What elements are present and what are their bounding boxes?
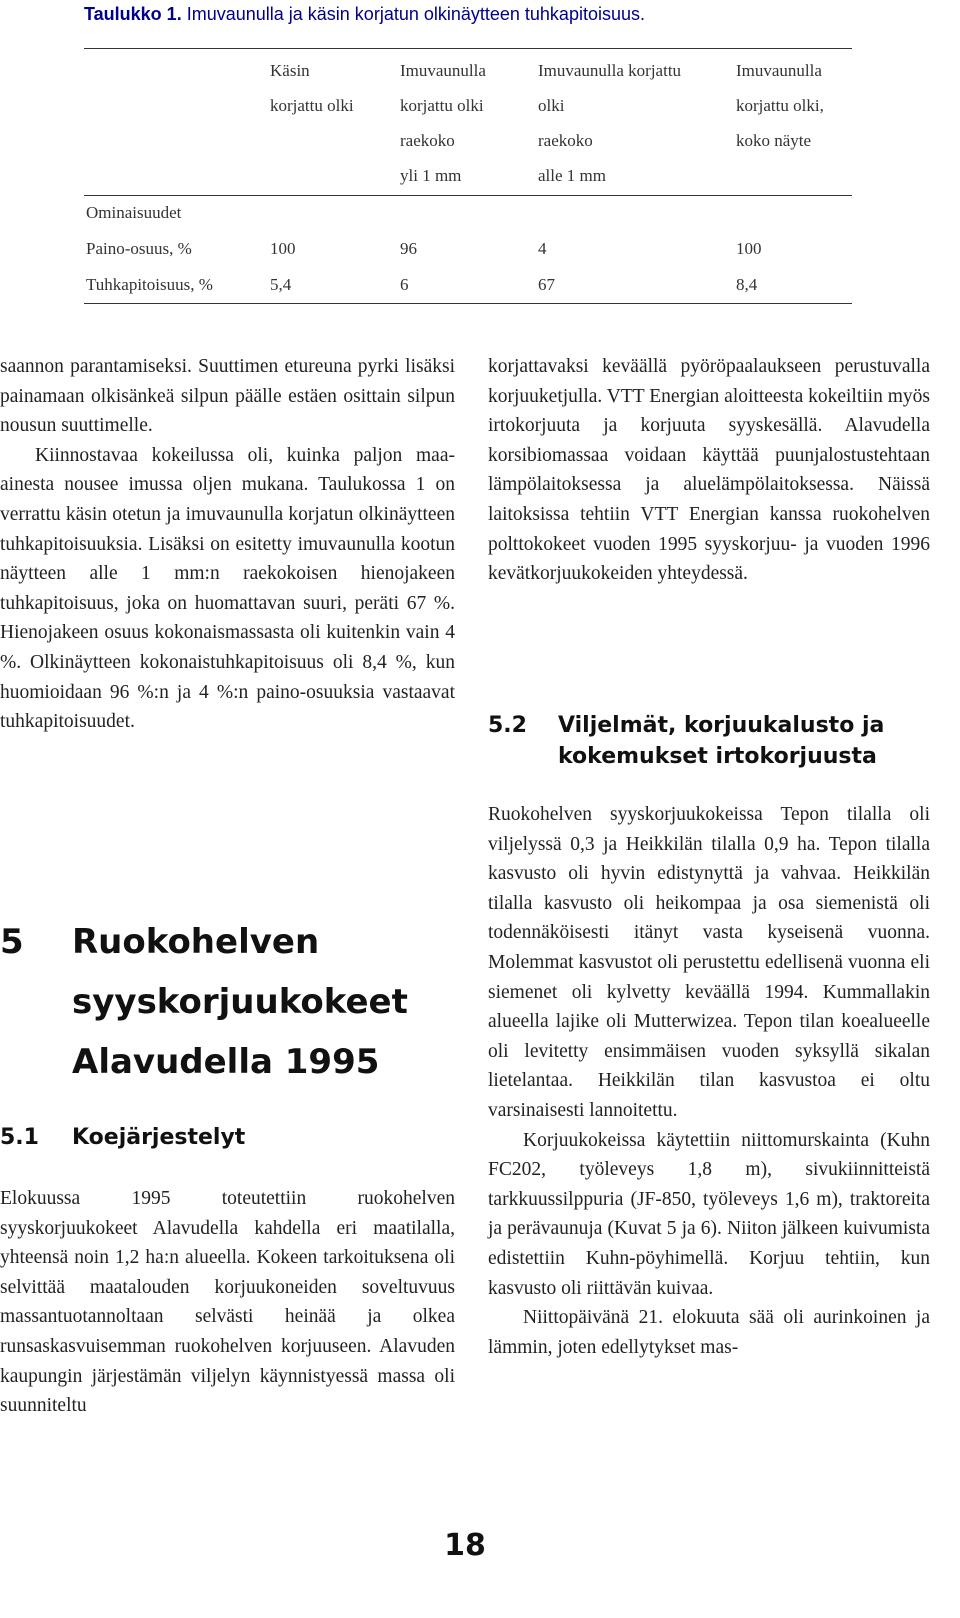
cell-paino-col4: 100 [736,239,762,258]
right-column-upper [488,352,930,589]
header-col2-line1: Imuvaunulla [400,61,486,80]
table-caption-text: Imuvaunulla ja käsin korjatun olkinäytteen tuhkapitoisuus. [186,4,645,24]
paragraph: saannon parantamiseksi. Suuttimen etureuna pyrki lisäksi painamaan olkisänkeä silpun päälle estäen osittain silpun nousun suuttimelle. [0,356,455,437]
row-label-tuhka: Tuhkapitoisuus, % [86,275,213,294]
section-title: Ruokohelven syyskorjuukokeet Alavudella 1995 [72,922,408,1082]
header-col2-line4: yli 1 mm [400,166,462,185]
section-title: Koejärjestelyt [72,1125,246,1150]
paragraph: korjattavaksi keväällä pyöröpaalaukseen perustuvalla korjuuketjulla. VTT Energian aloitteesta kokeiltiin myös irtokorjuuta ja korjuuta syyskesällä. Alavudella korsibiomassaa voidaan käyttää puunjalostustehtaan lämpölaitoksessa ja aluelämpölaitoksessa. Näissä laitoksissa tehtiin VTT Energian kanssa ruokohelven polttokokeet vuoden 1995 syyskorjuu- ja vuoden 1996 kevätkorjuukokeiden yhteydessä. [488,356,930,585]
header-col1-line1: Käsin [270,61,310,80]
row-label-paino: Paino-osuus, % [86,239,192,258]
header-col3-line3: raekoko [538,131,593,150]
ash-content-table [84,48,852,304]
group-label: Ominaisuudet [86,203,182,222]
paragraph: Elokuussa 1995 toteutettiin ruokohelven syyskorjuukokeet Alavudella kahdella eri maatilalla, yhteensä noin 1,2 ha:n alueella. Kokeen tarkoituksena oli selvittää maatalouden korjuukoneiden soveltuvuus massantuotannoltaan selvästi heinää ja olkea runsaskasvuisemman ruokohelven korjuuseen. Alavuden kaupungin järjestämän viljelyn käynnistyessä massa oli suunniteltu [0,1188,455,1417]
cell-tuhka-col2: 6 [400,275,409,294]
cell-paino-col1: 100 [270,239,296,258]
cell-tuhka-col1: 5,4 [270,275,292,294]
section-5-1-heading [0,1122,246,1153]
left-column-upper [0,352,455,737]
page-number: 18 [444,1528,486,1563]
section-number: 5 [0,922,24,962]
cell-paino-col2: 96 [400,239,417,258]
paragraph: Niittopäivänä 21. elokuuta sää oli aurinkoinen ja lämmin, joten edellytykset mas- [488,1307,930,1358]
section-5-2-heading [488,710,885,769]
cell-tuhka-col3: 67 [538,275,555,294]
header-col4-line2: korjattu olki, [736,96,824,115]
paragraph: Ruokohelven syyskorjuukokeissa Tepon tilalla oli viljelyssä 0,3 ja Heikkilän tilalla 0,9 ha. Tepon tilalla kasvusto oli hyvin edistynyttä ja vahvaa. Heikkilän tilalla kasvusto oli heikompaa ja osa siemenistä oli todennäköisesti itänyt vasta kyseisenä vuonna. Molemmat kasvustot oli perustettu edellisenä vuonna eli siemenet oli kylvetty keväällä 1994. Kummallakin alueella lajike oli Mutterwizea. Tepon tilan koealueelle oli levitetty ensimmäisen vuoden syksyllä sikalan lietelantaa. Heikkilän tilan kasvustoa ei oltu varsinaisesti lannoitettu. [488,804,930,1121]
header-col3-line2: olki [538,96,565,115]
header-col4-line3: koko näyte [736,131,812,150]
header-col4-line1: Imuvaunulla [736,61,822,80]
paragraph: Kiinnostavaa kokeilussa oli, kuinka paljon maa-ainesta nousee imussa oljen mukana. Taulukossa 1 on verrattu käsin otetun ja imuvaunulla korjatun olkinäytteen tuhkapitoisuuksia. Lisäksi on esitetty imuvaunulla kootun näytteen alle 1 mm:n raekokoisen hienojakeen tuhkapitoisuus, joka on huomattavan suuri, peräti 67 %. Hienojakeen osuus kokonaismassasta oli kuitenkin vain 4 %. Olkinäytteen kokonaistuhkapitoisuus oli 8,4 %, kun huomioidaan 96 %:n ja 4 %:n paino-osuuksia vastaavat tuhkapitoisuudet. [0,444,455,733]
header-col3-line1: Imuvaunulla korjattu [538,61,682,80]
cell-paino-col3: 4 [538,239,547,258]
header-col2-line3: raekoko [400,131,455,150]
header-col3-line4: alle 1 mm [538,166,606,185]
section-number: 5.1 [0,1125,39,1150]
table-divider [84,195,852,196]
table-caption [84,4,645,25]
section-number: 5.2 [488,713,527,738]
cell-tuhka-col4: 8,4 [736,275,758,294]
left-column-lower [0,1184,455,1421]
right-column-lower [488,800,930,1362]
header-col2-line2: korjattu olki [400,96,484,115]
table-caption-label: Taulukko 1. [84,4,182,24]
section-title: Viljelmät, korjuukalusto ja kokemukset irtokorjuusta [558,713,885,769]
header-col1-line2: korjattu olki [270,96,354,115]
paragraph: Korjuukokeissa käytettiin niittomurskainta (Kuhn FC202, työleveys 1,8 m), sivukiinnitteistä tarkkuussilppuria (JF-850, työleveys 1,6 m), traktoreita ja perävaunuja (Kuvat 5 ja 6). Niiton jälkeen kuivumista edistettiin Kuhn-pöyhimellä. Korjuu tehtiin, kun kasvusto oli riittävän kuivaa. [488,1129,930,1299]
